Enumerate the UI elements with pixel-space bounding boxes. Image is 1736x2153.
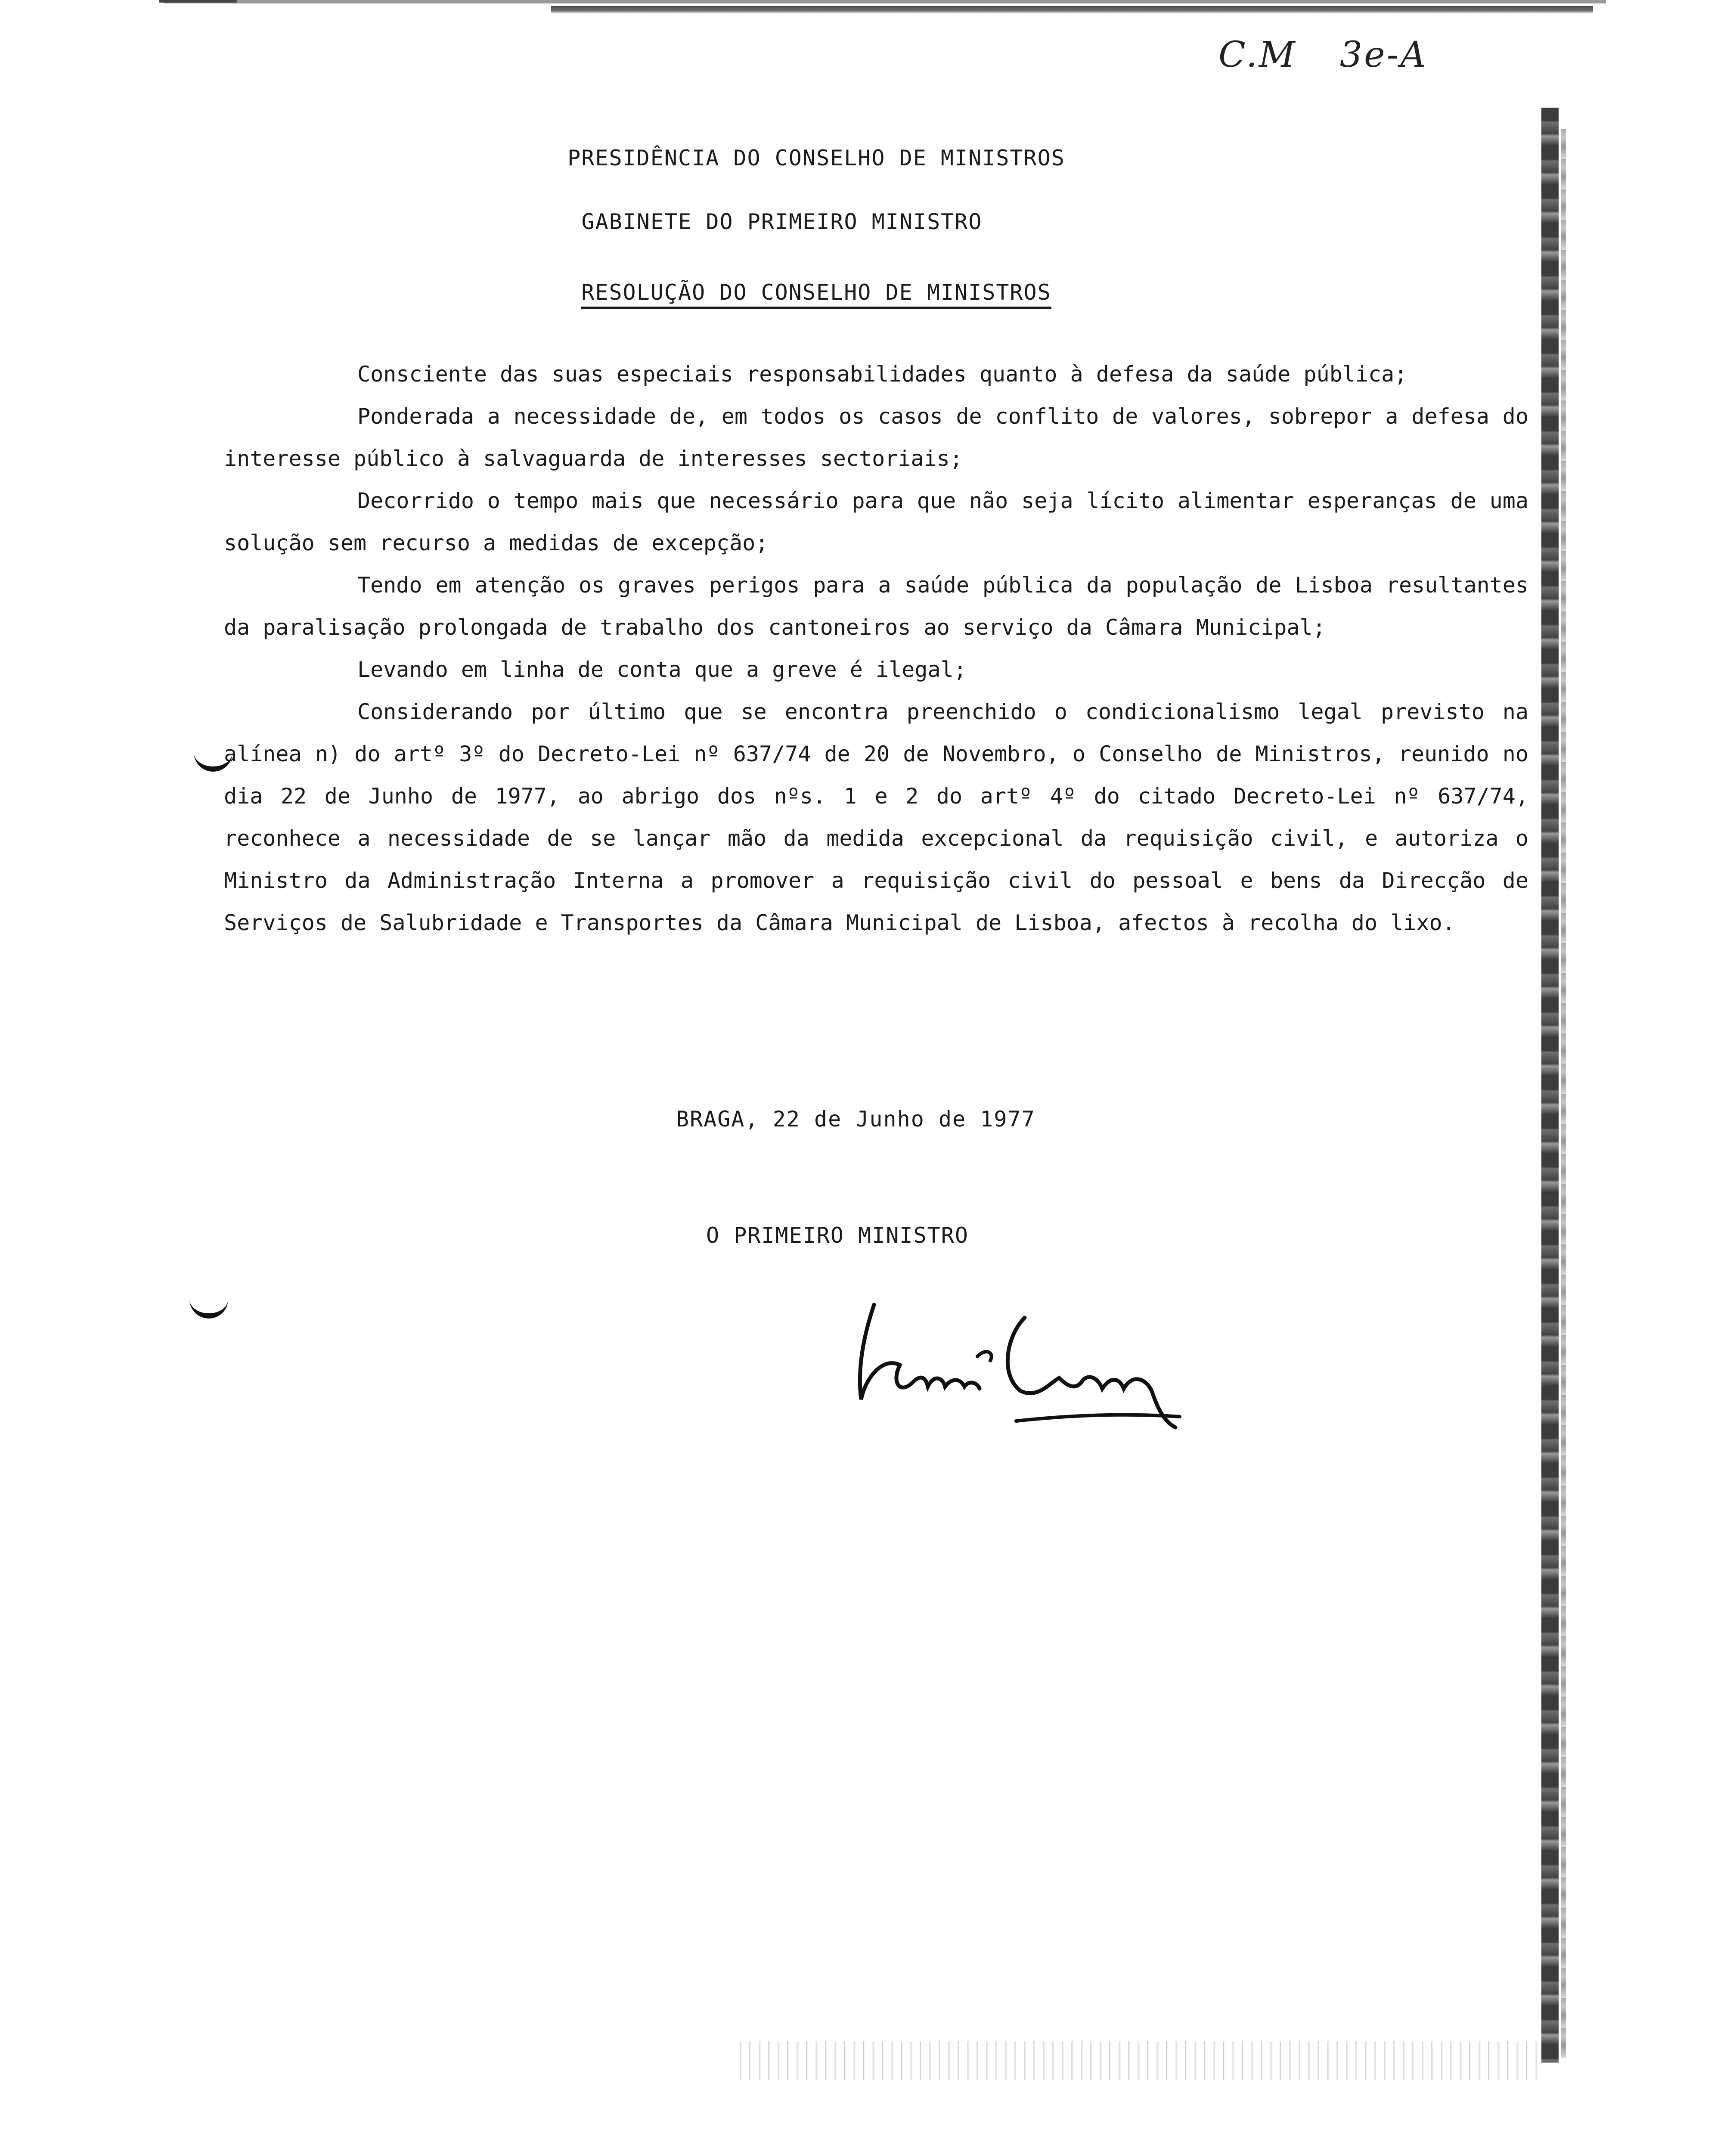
paragraph: Levando em linha de conta que a greve é ilegal; xyxy=(357,657,967,682)
header-organization: PRESIDÊNCIA DO CONSELHO DE MINISTROS xyxy=(567,146,1065,171)
handwritten-signature xyxy=(835,1292,1188,1434)
punch-hole-icon xyxy=(189,1287,228,1318)
signer-title: O PRIMEIRO MINISTRO xyxy=(706,1223,969,1248)
paragraph: Considerando por último que se encontra preenchido o condicionalismo legal previsto na alínea n) do artº 3º do Decreto-Lei nº 637/74 de 20 de Novembro, o Conselho de Ministros, reunido no dia 22 de Junho de 1977, ao abrigo dos nºs. 1 e 2 do artº 4º do citado Decreto-Lei nº 637/74, reconhece a necessidade de se lançar mão da medida excepcional da requisição civil, e autoriza o Ministro da Administração Interna a promover a requisição civil do pessoal e bens da Direcção de Serviços de Salubridade e Transportes da Câmara Municipal de Lisboa, afectos à recolha do lixo. xyxy=(224,699,1528,935)
scan-artifact-right-edge xyxy=(1541,108,1559,2063)
paragraph: Decorrido o tempo mais que necessário para que não seja lícito alimentar esperanças de uma solução sem recurso a medidas de excepção; xyxy=(224,488,1528,555)
scan-artifact-top xyxy=(164,0,1606,3)
scan-artifact-left xyxy=(159,0,237,3)
document-title xyxy=(0,280,1684,305)
paragraph: Consciente das suas especiais responsabilidades quanto à defesa da saúde pública; xyxy=(357,362,1407,387)
handwritten-note: C.M 3e-A xyxy=(1218,34,1428,75)
header-cabinet: GABINETE DO PRIMEIRO MINISTRO xyxy=(581,209,983,234)
paragraph: Ponderada a necessidade de, em todos os casos de conflito de valores, sobrepor a defesa do interesse público à salvaguarda de interesses sectoriais; xyxy=(224,404,1528,471)
document-body xyxy=(224,353,1528,944)
document-title-text: RESOLUÇÃO DO CONSELHO DE MINISTROS xyxy=(581,280,1051,309)
place-date: BRAGA, 22 de Junho de 1977 xyxy=(676,1107,1035,1132)
scan-artifact-top-line xyxy=(551,6,1593,14)
scan-artifact-bottom xyxy=(732,2041,1541,2080)
scan-artifact-right-edge-inner xyxy=(1561,129,1566,2058)
paragraph: Tendo em atenção os graves perigos para a saúde pública da população de Lisboa resultantes da paralisação prolongada de trabalho dos cantoneiros ao serviço da Câmara Municipal; xyxy=(224,573,1528,640)
